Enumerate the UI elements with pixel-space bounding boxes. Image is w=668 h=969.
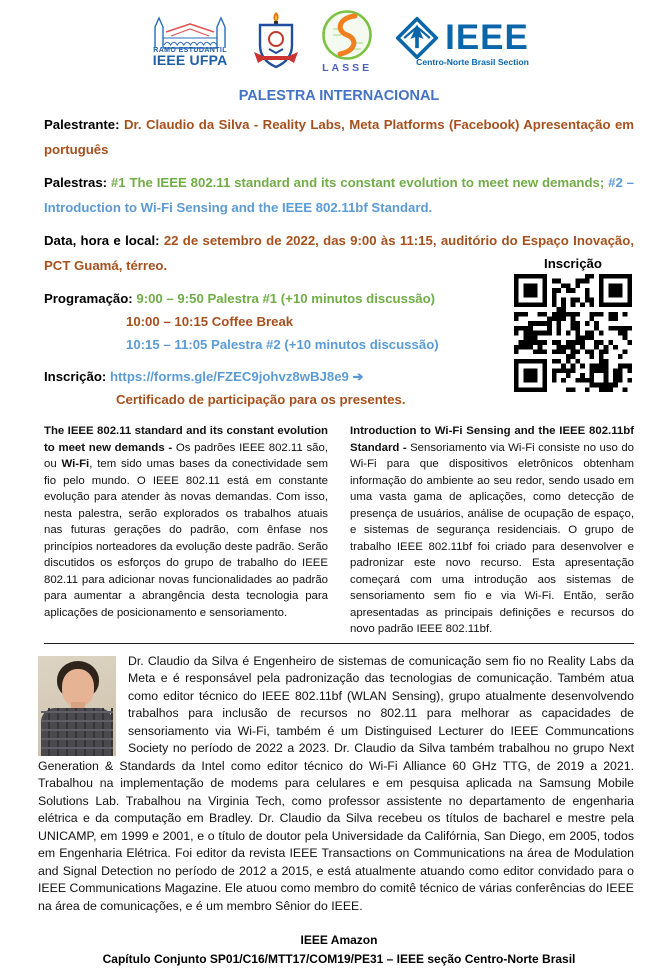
bio-text: Dr. Claudio da Silva é Engenheiro de sistemas de comunicação sem fio no Reality Labs da Meta e é responsável pela padronização das tecnologias de comunicação. Também atua como editor técnico do IEEE 802.11bf (WLAN Sensing), grupo atualmente desenvolvendo trabalhos para inclusão de recursos no 802.11 para melhorar as capacidades de sensoriamento via Wi-Fi, também é um Distinguised Lecturer do IEEE Communcations Society no período de 2022 a 2023. Dr. Claudio da Silva também trabalhou no grupo Next Generation & Standards da Intel como editor técnico do Wi-Fi Alliance 60 GHz TTG, de 2019 a 2021. Trabalhou na implementação de modems para celulares e em pesquisa aplicada na Samsung Mobile Solutions Lab. Trabalhou na Virginia Tech, como professor assistente no departamento de engenharia elétrica e da computação em Bradley. Dr. Claudio da Silva recebeu os títulos de bacharel e mestre pela UNICAMP, em 1999 e 2001, e o título de doutor pela Universidade da Califórnia, San Diego, em 2005, todos em Engenharia Elétrica. Foi editor da revista IEEE Transactions on Communications na área de Modulation and Signal Detection no período de 2012 a 2015, e está atualmente atuando como editor convidado para o IEEE Communications Magazine. Ele atuou como membro do comitê técnico de várias conferências do IEEE na área de comunicações, e é um membro Sênior do IEEE. <box>38 653 634 913</box>
arrow-right-icon: ➔ <box>352 369 364 384</box>
abstract-1-body: Os padrões IEEE 802.11 são, ou <box>44 441 328 470</box>
photo-plaid-shirt <box>41 708 113 756</box>
ufpa-crest-icon <box>253 11 299 71</box>
footer-line-1: IEEE Amazon <box>300 933 378 947</box>
palestra-1-title: #1 The IEEE 802.11 standard and its constant evolution to meet new demands; <box>110 175 605 190</box>
speaker-photo <box>38 656 116 756</box>
lasse-logo <box>321 9 373 74</box>
ieee-wordmark: IEEE <box>445 17 529 57</box>
programacao-paragraph <box>44 287 474 356</box>
schedule-and-registration <box>44 228 634 411</box>
programacao-item-2: 10:00 – 10:15 Coffee Break <box>126 314 294 329</box>
ieee-kite-icon <box>395 16 439 60</box>
ieee-section-label: Centro-Norte Brasil Section <box>416 56 529 67</box>
ramo-estudantil-label: RAMO ESTUDANTIL <box>153 47 227 54</box>
certificado-note: Certificado de participação para os presentes. <box>116 392 406 407</box>
palestrante-value: Dr. Claudio da Silva - Reality Labs, Meta Platforms (Facebook) Apresentação em português <box>44 117 634 157</box>
abstract-1-body-cont: , tem sido umas bases da conectividade sem fio pelo mundo. O IEEE 802.11 está em constante evolução para atender às novas demandas. Com isso, nesta palestra, serão explorados os trabalhos atuais nas futuras gerações do padrão, com ênfase nos princípios norteadores da evolução deste padrão. Serão discutidos os esforços do grupo de trabalho do IEEE 802.11 para adicionar novas funcionalidades ao padrão para aumentar a abrangência desta tecnologia para aplicações de posicionamento e sensoriamento. <box>44 458 328 619</box>
palestras-paragraph <box>44 170 634 220</box>
abstracts-section <box>44 423 634 644</box>
ieee-section-logo <box>395 16 529 67</box>
speaker-bio <box>38 653 634 916</box>
abstract-1-bold-term: Wi-Fi <box>61 458 90 470</box>
qr-registration-box <box>512 256 634 392</box>
abstract-palestra-2 <box>350 423 634 638</box>
page-title: PALESTRA INTERNACIONAL <box>238 88 440 104</box>
qr-code <box>514 274 632 392</box>
ieee-ufpa-student-branch-logo <box>149 15 231 67</box>
registration-link[interactable] <box>110 369 364 384</box>
programacao-label: Programação: <box>44 291 133 306</box>
abstract-palestra-1 <box>44 423 328 638</box>
programacao-item-1: 9:00 – 9:50 Palestra #1 (+10 minutos discussão) <box>136 291 436 306</box>
abstract-2-body: Sensoriamento via Wi-Fi consiste no uso do Wi-Fi para que dispositivos eletrônicos obtenham informação do ambiente ao seu redor, sendo usado em uma vasta gama de aplicações, como detecção de presença de usuários, análise de ocupação de espaço, e sistemas de segurança residenciais. O grupo de trabalho IEEE 802.11bf foi criado para desenvolver e padronizar este novo recurso. Esta apresentação começará com uma introdução aos sistemas de sensoriamento sem fio e via Wi-Fi. Então, serão apresentadas as principais definições e recursos do novo padrão IEEE 802.11bf. <box>350 441 634 635</box>
qr-label: Inscrição <box>544 256 602 271</box>
programacao-item-3: 10:15 – 11:05 Palestra #2 (+10 minutos discussão) <box>126 337 439 352</box>
data-local-value: 22 de setembro de 2022, das 9:00 às 11:15, auditório do Espaço Inovação, PCT Guamá, térreo. <box>44 233 634 273</box>
inscricao-label: Inscrição: <box>44 369 107 384</box>
palestras-label: Palestras: <box>44 175 108 190</box>
footer-line-2: Capítulo Conjunto SP01/C16/MTT17/COM19/PE31 – IEEE seção Centro-Norte Brasil <box>102 952 576 966</box>
logo-header <box>44 0 634 74</box>
cathedral-icon <box>149 15 231 49</box>
abstract-1-heading: The IEEE 802.11 standard and its constant evolution to meet new demands - <box>44 425 328 454</box>
data-local-label: Data, hora e local: <box>44 233 160 248</box>
abstract-2-heading: Introduction to Wi-Fi Sensing and the IEEE 802.11bf Standard - <box>350 425 634 454</box>
ufpa-crest-logo <box>253 11 299 71</box>
palestrante-label: Palestrante: <box>44 117 120 132</box>
palestrante-paragraph <box>44 112 634 162</box>
palestra-2-title: #2 – Introduction to Wi-Fi Sensing and the IEEE 802.11bf Standard. <box>44 175 635 215</box>
inscricao-paragraph <box>44 365 474 411</box>
lasse-label: LASSE <box>322 61 373 74</box>
footer <box>44 931 634 969</box>
registration-url[interactable]: https://forms.gle/FZEC9johvz8wBJ8e9 <box>109 369 349 384</box>
lasse-icon <box>321 9 373 61</box>
ieee-ufpa-label: IEEE UFPA <box>152 52 228 68</box>
